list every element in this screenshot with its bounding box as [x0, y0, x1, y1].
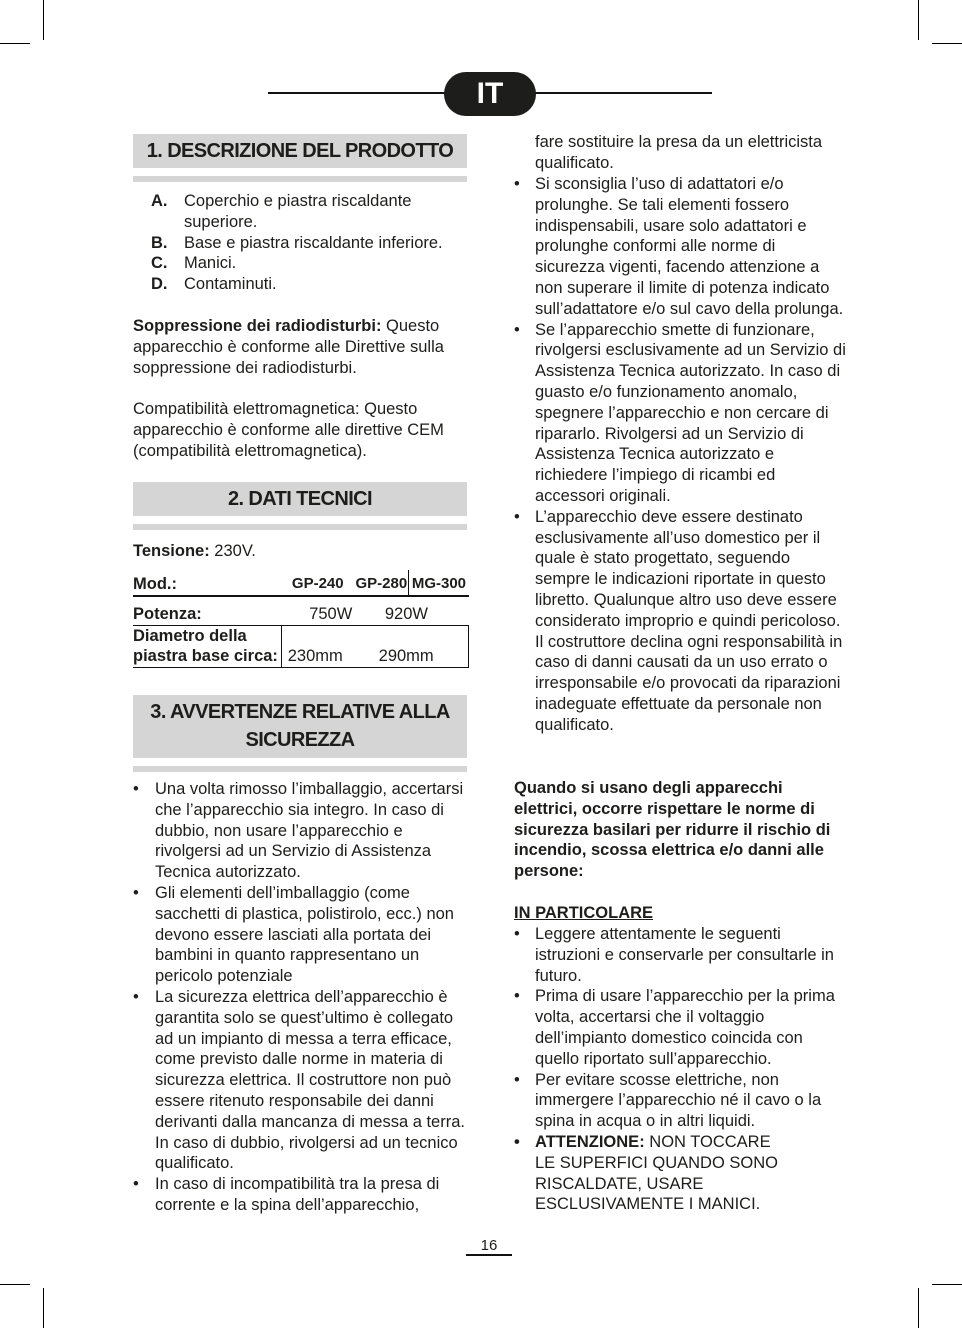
- diameter-value-gp280-mg300: 290mm: [354, 625, 468, 668]
- model-mg300: MG-300: [409, 570, 469, 596]
- power-label: Potenza:: [133, 596, 281, 625]
- parts-list: [151, 191, 469, 295]
- section-2-rule: [133, 524, 467, 530]
- emc-paragraph: Compatibilità elettromagnetica: Questo apparecchio è conforme alle direttive CEM (compatibilità elettromagnetica).: [133, 400, 444, 460]
- list-item: • ATTENZIONE: NON TOCCARE LE SUPERFICI QUANDO SONO RISCALDATE, USARE ESCLUSIVAMENTE I MANICI.: [514, 1132, 778, 1214]
- section-1-header: 1. DESCRIZIONE DEL PRODOTTO: [133, 134, 467, 168]
- list-item: A. Coperchio e piastra riscaldante superiore.: [151, 192, 412, 231]
- crop-mark: [932, 1284, 962, 1285]
- list-item: D. Contaminuti.: [151, 275, 277, 294]
- diameter-value-gp240: 230mm: [281, 625, 354, 668]
- header-rule-left: [268, 92, 448, 94]
- crop-mark: [0, 43, 30, 44]
- safety-bullets-left: [133, 779, 469, 1216]
- language-badge: IT: [444, 72, 536, 116]
- safety-bullets-right: [514, 174, 846, 736]
- crop-mark: [918, 0, 919, 40]
- list-item: • Prima di usare l’apparecchio per la prima volta, accertarsi che il voltaggio dell’impianto domestico coincida con quello riportato sull’apparecchio.: [514, 987, 835, 1068]
- list-item: • Una volta rimosso l’imballaggio, accertarsi che l’apparecchio sia integro. In caso di dubbio, non usare l’apparecchio e rivolgersi ad un Servizio di Assistenza Tecnica autorizzato.: [133, 780, 464, 882]
- particolare-bullets: [514, 924, 846, 1215]
- section-1-rule: [133, 176, 467, 182]
- list-item: • Leggere attentamente le seguenti istruzioni e conservarle per consultarle in futuro.: [514, 925, 834, 985]
- section-2-header: 2. DATI TECNICI: [133, 482, 467, 516]
- model-gp240: GP-240: [281, 570, 354, 596]
- specs-table: [133, 570, 469, 668]
- header-rule-right: [532, 92, 712, 94]
- page-number-rule: [466, 1254, 512, 1256]
- crop-mark: [932, 43, 962, 44]
- list-item: • Gli elementi dell’imballaggio (come sacchetti di plastica, polistirolo, ecc.) non devono essere lasciati alla portata dei bambini in quanto rappresentano un pericolo potenziale: [133, 883, 454, 986]
- mod-label: Mod.:: [133, 570, 281, 596]
- crop-mark: [43, 1288, 44, 1328]
- section-3-header: 3. AVVERTENZE RELATIVE ALLA SICUREZZA: [133, 695, 467, 758]
- list-item: • Per evitare scosse elettriche, non immergere l’apparecchio né il cavo o la spina in acqua o in altri liquidi.: [514, 1070, 822, 1131]
- diameter-label: Diametro della piastra base circa:: [133, 625, 281, 668]
- page-number: 16: [480, 1237, 498, 1254]
- crop-mark: [0, 1284, 30, 1285]
- radio-interference-paragraph: Soppressione dei radiodisturbi: Questo apparecchio è conforme alle Direttive sulla soppressione dei radiodisturbi.: [133, 317, 444, 377]
- model-gp280: GP-280: [354, 570, 409, 596]
- list-item: B. Base e piastra riscaldante inferiore.: [151, 233, 443, 252]
- safety-notice-bold: Quando si usano degli apparecchi elettrici, occorre rispettare le norme di sicurezza basilari per ridurre il rischio di incendio, scossa elettrica e/o danni alle persone:: [514, 779, 831, 881]
- list-item: • In caso di incompatibilità tra la presa di corrente e la spina dell’apparecchio,: [133, 1175, 440, 1214]
- list-item: • Se l’apparecchio smette di funzionare, rivolgersi esclusivamente ad un Servizio di Assistenza Tecnica autorizzato. In caso di guasto e/o funzionamento anomalo, spegnere l’apparecchio e non cercare di ripararlo. Rivolgersi ad un Servizio di Assistenza Tecnica autorizzato e richiedere l’impiego di ricambi ed accessori originali.: [514, 320, 846, 505]
- crop-mark: [43, 0, 44, 40]
- voltage-line: Tensione: 230V.: [133, 542, 256, 560]
- section-3-rule: [133, 766, 467, 772]
- list-item: • La sicurezza elettrica dell’apparecchio è garantita solo se quest’ultimo è collegato ad un impianto di messa a terra efficace, come previsto dalle norme in materia di sicurezza elettrica. Il costruttore non può essere ritenuto responsabile dei danni derivanti dalla mancanza di messa a terra. In caso di dubbio, rivolgersi ad un tecnico qualificato.: [133, 987, 465, 1173]
- list-item: • L’apparecchio deve essere destinato esclusivamente all’uso domestico per il quale è stato progettato, seguendo sempre le indicazioni riportate in questo libretto. Qualunque altro uso deve essere considerato improprio e quindi pericoloso. Il costruttore declina ogni responsabilità in caso di danni causati da un uso errato o irresponsabile e/o provocati da riparazioni inadeguate effettuate da personale non qualificato.: [514, 507, 843, 734]
- in-particolare-heading: IN PARTICOLARE: [514, 904, 654, 922]
- list-item: C. Manici.: [151, 254, 237, 273]
- list-item: • Si sconsiglia l’uso di adattatori e/o prolunghe. Se tali elementi fossero indispensabili, usare solo adattatori e prolunghe conformi alle norme di sicurezza vigenti, facendo attenzione a non superare il limite di potenza indicato sull’adattatore e/o sul cavo della prolunga.: [514, 175, 844, 318]
- continued-bullet-text: fare sostituire la presa da un elettricista qualificato.: [535, 133, 823, 172]
- crop-mark: [918, 1288, 919, 1328]
- power-value-gp240: 750W: [281, 596, 354, 625]
- power-value-gp280-mg300: 920W: [354, 596, 468, 625]
